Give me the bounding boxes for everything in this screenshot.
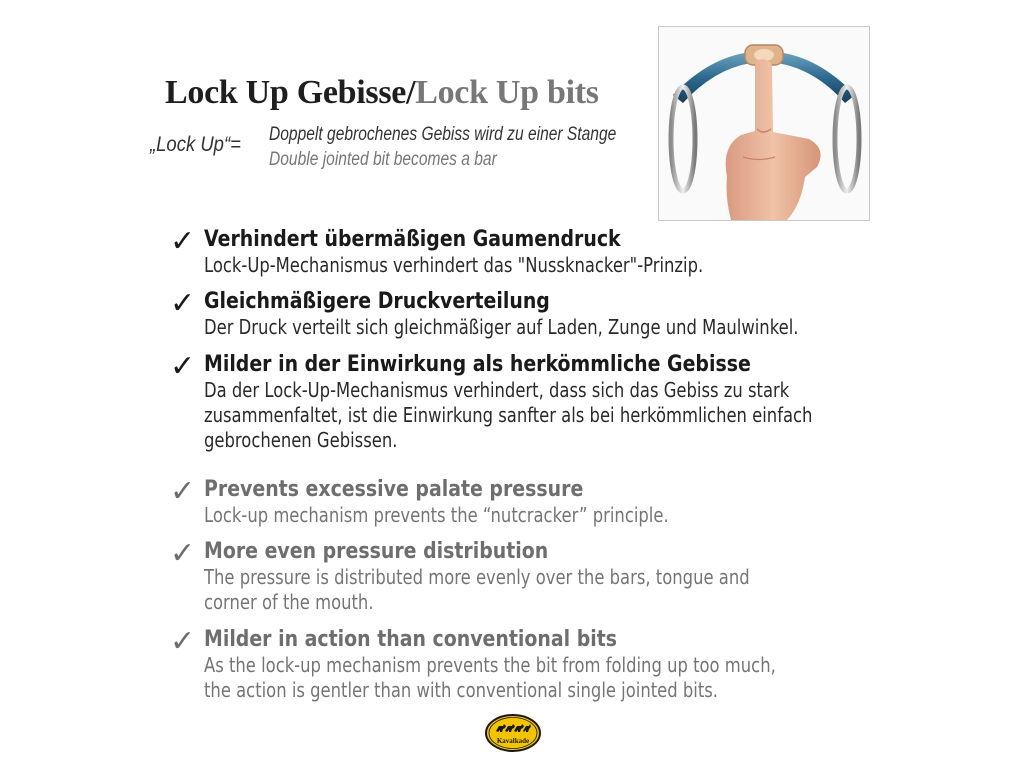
product-photo xyxy=(658,26,870,221)
point-text xyxy=(204,565,750,615)
point-line: gebrochenen Gebissen. xyxy=(204,428,398,452)
title-english: Lock Up bits xyxy=(415,74,599,111)
check-icon: ✓ xyxy=(170,536,196,571)
check-icon: ✓ xyxy=(170,224,196,259)
check-icon: ✓ xyxy=(170,286,196,321)
point-text xyxy=(204,653,776,703)
point-heading: More even pressure distribution xyxy=(204,539,549,564)
definition-german: Doppelt gebrochenes Gebiss wird zu einer Stange xyxy=(269,124,617,145)
point-heading: Gleichmäßigere Druckverteilung xyxy=(204,289,550,314)
check-icon: ✓ xyxy=(170,624,196,659)
point-heading: Prevents excessive palate pressure xyxy=(204,477,584,502)
definition-english: Double jointed bit becomes a bar xyxy=(269,149,497,170)
kavalkade-logo-icon xyxy=(484,713,542,753)
lockup-term: „Lock Up“= xyxy=(150,133,241,156)
point-line: Der Druck verteilt sich gleichmäßiger auf Laden, Zunge und Maulwinkel. xyxy=(204,315,799,339)
check-icon: ✓ xyxy=(170,349,196,384)
check-icon: ✓ xyxy=(170,474,196,509)
title-german: Lock Up Gebisse/ xyxy=(165,74,416,111)
point-line: Lock-up mechanism prevents the “nutcracker” principle. xyxy=(204,503,669,527)
point-text xyxy=(204,378,812,453)
bit-on-finger-photo-icon xyxy=(659,27,869,220)
point-line: The pressure is distributed more evenly over the bars, tongue and xyxy=(204,565,750,589)
point-heading: Milder in der Einwirkung als herkömmliche Gebisse xyxy=(204,352,751,377)
logo-text: Kavalkade xyxy=(496,737,530,745)
point-text xyxy=(204,315,798,340)
point-line: As the lock-up mechanism prevents the bit from folding up too much, xyxy=(204,653,776,677)
point-heading: Verhindert übermäßigen Gaumendruck xyxy=(204,227,621,252)
point-line: zusammenfaltet, ist die Einwirkung sanfter als bei herkömmlichen einfach xyxy=(204,403,813,427)
point-heading: Milder in action than conventional bits xyxy=(204,627,618,652)
point-text xyxy=(204,253,703,278)
point-line: Lock-Up-Mechanismus verhindert das "Nussknacker"-Prinzip. xyxy=(204,253,704,277)
point-text xyxy=(204,503,669,528)
point-line: Da der Lock-Up-Mechanismus verhindert, dass sich das Gebiss zu stark xyxy=(204,378,790,402)
page-title xyxy=(165,74,599,112)
point-line: corner of the mouth. xyxy=(204,590,374,614)
point-line: the action is gentler than with conventional single jointed bits. xyxy=(204,678,719,702)
brand-logo xyxy=(484,713,542,758)
